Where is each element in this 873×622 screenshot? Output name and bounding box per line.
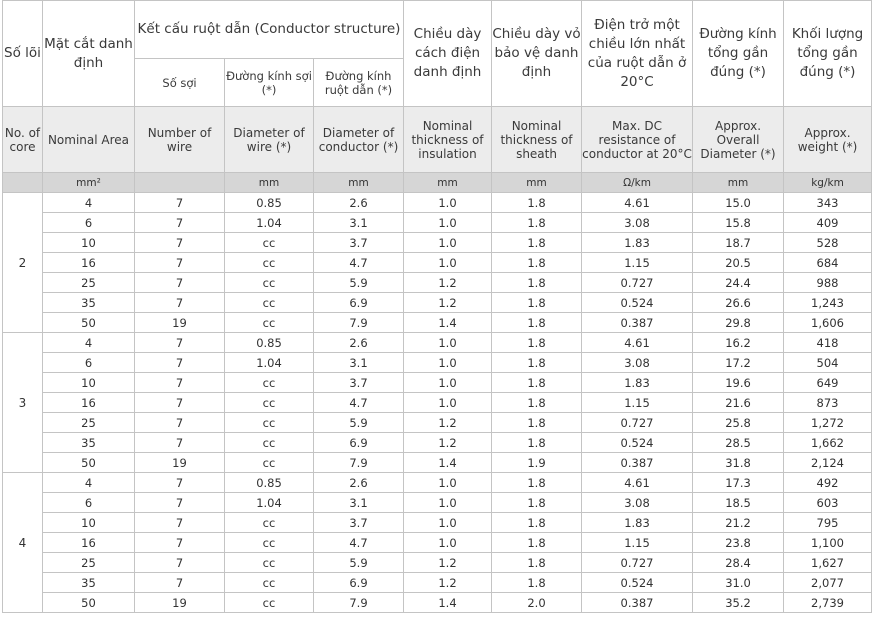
cell-wire-dia: cc xyxy=(225,393,314,413)
cell-conductor-dia: 2.6 xyxy=(314,193,404,213)
cell-sheath: 1.8 xyxy=(492,253,582,273)
cell-wire-count: 7 xyxy=(135,353,225,373)
cell-insulation: 1.0 xyxy=(404,373,492,393)
table-row xyxy=(3,593,872,613)
unit-overall: mm xyxy=(693,173,784,193)
header-duong-kinh-ruot: Đường kính ruột dẫn (*) xyxy=(314,59,404,107)
cell-area: 25 xyxy=(43,553,135,573)
cell-wire-dia: cc xyxy=(225,553,314,573)
cell-weight: 795 xyxy=(784,513,872,533)
cell-wire-dia: cc xyxy=(225,313,314,333)
cell-wire-dia: 0.85 xyxy=(225,333,314,353)
cell-wire-count: 7 xyxy=(135,533,225,553)
cell-wire-dia: cc xyxy=(225,413,314,433)
cell-area: 6 xyxy=(43,213,135,233)
table-row xyxy=(3,373,872,393)
cell-area: 4 xyxy=(43,473,135,493)
cell-sheath: 1.8 xyxy=(492,493,582,513)
cell-wire-count: 7 xyxy=(135,393,225,413)
cell-overall-dia: 19.6 xyxy=(693,373,784,393)
cell-area: 25 xyxy=(43,273,135,293)
cell-conductor-dia: 3.7 xyxy=(314,373,404,393)
header-mat-cat: Mặt cắt danh định xyxy=(43,1,135,107)
header-dia-conductor: Diameter of conductor (*) xyxy=(314,107,404,173)
header-dia-wire: Diameter of wire (*) xyxy=(225,107,314,173)
cell-wire-dia: cc xyxy=(225,273,314,293)
cell-wire-count: 7 xyxy=(135,553,225,573)
header-no-core: No. of core xyxy=(3,107,43,173)
cell-area: 35 xyxy=(43,573,135,593)
cell-resistance: 0.387 xyxy=(582,453,693,473)
cell-sheath: 1.8 xyxy=(492,353,582,373)
cell-conductor-dia: 7.9 xyxy=(314,313,404,333)
cell-resistance: 0.727 xyxy=(582,273,693,293)
table-row xyxy=(3,533,872,553)
header-dien-tro: Điện trở một chiều lớn nhất của ruột dẫn ở 20°C xyxy=(582,1,693,107)
cell-wire-dia: cc xyxy=(225,593,314,613)
cell-insulation: 1.0 xyxy=(404,393,492,413)
cell-conductor-dia: 7.9 xyxy=(314,593,404,613)
cell-conductor-dia: 2.6 xyxy=(314,333,404,353)
cell-weight: 343 xyxy=(784,193,872,213)
cell-insulation: 1.0 xyxy=(404,493,492,513)
cell-conductor-dia: 5.9 xyxy=(314,273,404,293)
cell-overall-dia: 35.2 xyxy=(693,593,784,613)
header-max-dc: Max. DC resistance of conductor at 20°C xyxy=(582,107,693,173)
cell-weight: 1,100 xyxy=(784,533,872,553)
cell-area: 16 xyxy=(43,533,135,553)
table-row xyxy=(3,513,872,533)
cell-overall-dia: 29.8 xyxy=(693,313,784,333)
cell-wire-dia: cc xyxy=(225,573,314,593)
cell-wire-count: 7 xyxy=(135,433,225,453)
cell-overall-dia: 26.6 xyxy=(693,293,784,313)
cell-insulation: 1.4 xyxy=(404,593,492,613)
cell-area: 16 xyxy=(43,253,135,273)
cell-resistance: 0.387 xyxy=(582,313,693,333)
cell-wire-dia: cc xyxy=(225,233,314,253)
cell-weight: 603 xyxy=(784,493,872,513)
cell-insulation: 1.2 xyxy=(404,433,492,453)
unit-insulation: mm xyxy=(404,173,492,193)
cell-wire-dia: cc xyxy=(225,453,314,473)
header-overall-dia: Approx. Overall Diameter (*) xyxy=(693,107,784,173)
table-row xyxy=(3,273,872,293)
cell-overall-dia: 28.4 xyxy=(693,553,784,573)
table-row xyxy=(3,193,872,213)
cell-overall-dia: 23.8 xyxy=(693,533,784,553)
cell-weight: 2,124 xyxy=(784,453,872,473)
table-row xyxy=(3,413,872,433)
unit-sheath: mm xyxy=(492,173,582,193)
cell-wire-dia: 1.04 xyxy=(225,493,314,513)
cell-insulation: 1.0 xyxy=(404,193,492,213)
cell-wire-count: 7 xyxy=(135,273,225,293)
header-chieu-day-cach-dien: Chiều dày cách điện danh định xyxy=(404,1,492,107)
cell-wire-count: 7 xyxy=(135,573,225,593)
cell-weight: 1,662 xyxy=(784,433,872,453)
cell-wire-count: 7 xyxy=(135,513,225,533)
cell-area: 50 xyxy=(43,313,135,333)
table-row xyxy=(3,573,872,593)
cell-sheath: 1.8 xyxy=(492,193,582,213)
header-ket-cau: Kết cấu ruột dẫn (Conductor structure) xyxy=(135,1,404,59)
cell-resistance: 1.83 xyxy=(582,513,693,533)
cell-sheath: 1.8 xyxy=(492,233,582,253)
table-row xyxy=(3,233,872,253)
cell-wire-dia: 0.85 xyxy=(225,473,314,493)
cell-conductor-dia: 3.1 xyxy=(314,493,404,513)
table-row xyxy=(3,313,872,333)
cell-conductor-dia: 6.9 xyxy=(314,293,404,313)
cell-wire-count: 7 xyxy=(135,493,225,513)
cell-sheath: 2.0 xyxy=(492,593,582,613)
table-row xyxy=(3,213,872,233)
cell-area: 35 xyxy=(43,293,135,313)
cell-weight: 2,077 xyxy=(784,573,872,593)
cell-overall-dia: 31.8 xyxy=(693,453,784,473)
cell-wire-dia: 0.85 xyxy=(225,193,314,213)
cell-wire-dia: 1.04 xyxy=(225,353,314,373)
cell-resistance: 4.61 xyxy=(582,193,693,213)
cell-conductor-dia: 3.7 xyxy=(314,513,404,533)
cell-insulation: 1.0 xyxy=(404,253,492,273)
cell-resistance: 3.08 xyxy=(582,493,693,513)
table-row xyxy=(3,353,872,373)
table-row xyxy=(3,453,872,473)
cell-resistance: 0.727 xyxy=(582,413,693,433)
unit-resistance: Ω/km xyxy=(582,173,693,193)
cell-sheath: 1.8 xyxy=(492,293,582,313)
cell-wire-count: 7 xyxy=(135,333,225,353)
cell-area: 6 xyxy=(43,493,135,513)
cell-overall-dia: 21.2 xyxy=(693,513,784,533)
cell-area: 10 xyxy=(43,513,135,533)
cell-area: 50 xyxy=(43,453,135,473)
header-duong-kinh-tong: Đường kính tổng gần đúng (*) xyxy=(693,1,784,107)
table-row xyxy=(3,473,872,493)
cell-insulation: 1.2 xyxy=(404,553,492,573)
cell-overall-dia: 17.3 xyxy=(693,473,784,493)
cell-sheath: 1.8 xyxy=(492,393,582,413)
cell-insulation: 1.4 xyxy=(404,453,492,473)
cell-overall-dia: 18.7 xyxy=(693,233,784,253)
cell-core: 4 xyxy=(3,473,43,613)
header-thk-insulation: Nominal thickness of insulation xyxy=(404,107,492,173)
cell-overall-dia: 15.8 xyxy=(693,213,784,233)
cell-insulation: 1.0 xyxy=(404,333,492,353)
cell-weight: 492 xyxy=(784,473,872,493)
cell-conductor-dia: 4.7 xyxy=(314,533,404,553)
cell-conductor-dia: 3.1 xyxy=(314,213,404,233)
cell-wire-dia: cc xyxy=(225,433,314,453)
cell-sheath: 1.8 xyxy=(492,473,582,493)
unit-dia-conductor: mm xyxy=(314,173,404,193)
cell-core: 2 xyxy=(3,193,43,333)
unit-core xyxy=(3,173,43,193)
cell-conductor-dia: 3.1 xyxy=(314,353,404,373)
cell-overall-dia: 25.8 xyxy=(693,413,784,433)
cell-weight: 418 xyxy=(784,333,872,353)
cell-wire-count: 7 xyxy=(135,473,225,493)
cell-overall-dia: 15.0 xyxy=(693,193,784,213)
cell-overall-dia: 20.5 xyxy=(693,253,784,273)
cell-insulation: 1.2 xyxy=(404,413,492,433)
cell-resistance: 3.08 xyxy=(582,213,693,233)
cell-weight: 1,627 xyxy=(784,553,872,573)
cell-insulation: 1.0 xyxy=(404,353,492,373)
cell-resistance: 1.83 xyxy=(582,373,693,393)
cell-wire-count: 19 xyxy=(135,453,225,473)
cell-sheath: 1.8 xyxy=(492,213,582,233)
header-duong-kinh-soi: Đường kính sợi (*) xyxy=(225,59,314,107)
cell-resistance: 0.524 xyxy=(582,433,693,453)
cell-conductor-dia: 2.6 xyxy=(314,473,404,493)
cell-resistance: 0.524 xyxy=(582,573,693,593)
cell-insulation: 1.0 xyxy=(404,533,492,553)
cell-area: 4 xyxy=(43,333,135,353)
cell-conductor-dia: 7.9 xyxy=(314,453,404,473)
cell-wire-count: 7 xyxy=(135,293,225,313)
cell-weight: 1,606 xyxy=(784,313,872,333)
cell-resistance: 1.15 xyxy=(582,393,693,413)
header-so-soi: Số sợi xyxy=(135,59,225,107)
cell-overall-dia: 16.2 xyxy=(693,333,784,353)
header-nominal-area: Nominal Area xyxy=(43,107,135,173)
cell-wire-count: 7 xyxy=(135,253,225,273)
cell-area: 4 xyxy=(43,193,135,213)
cell-wire-dia: cc xyxy=(225,533,314,553)
cell-resistance: 4.61 xyxy=(582,333,693,353)
cell-sheath: 1.8 xyxy=(492,313,582,333)
cell-sheath: 1.8 xyxy=(492,433,582,453)
cell-area: 10 xyxy=(43,233,135,253)
cell-wire-dia: cc xyxy=(225,373,314,393)
unit-area: mm² xyxy=(43,173,135,193)
table-row xyxy=(3,433,872,453)
cell-area: 6 xyxy=(43,353,135,373)
cell-wire-count: 7 xyxy=(135,193,225,213)
header-thk-sheath: Nominal thickness of sheath xyxy=(492,107,582,173)
header-weight: Approx. weight (*) xyxy=(784,107,872,173)
cell-weight: 1,272 xyxy=(784,413,872,433)
cell-conductor-dia: 6.9 xyxy=(314,433,404,453)
cell-sheath: 1.8 xyxy=(492,413,582,433)
cell-wire-count: 19 xyxy=(135,593,225,613)
cell-sheath: 1.8 xyxy=(492,573,582,593)
cell-wire-count: 7 xyxy=(135,373,225,393)
cell-area: 16 xyxy=(43,393,135,413)
cell-conductor-dia: 5.9 xyxy=(314,553,404,573)
cell-conductor-dia: 4.7 xyxy=(314,253,404,273)
cell-wire-count: 7 xyxy=(135,213,225,233)
cell-sheath: 1.8 xyxy=(492,513,582,533)
table-row xyxy=(3,293,872,313)
table-row xyxy=(3,493,872,513)
unit-wire xyxy=(135,173,225,193)
cell-overall-dia: 21.6 xyxy=(693,393,784,413)
header-chieu-day-vo: Chiều dày vỏ bảo vệ danh định xyxy=(492,1,582,107)
cell-weight: 409 xyxy=(784,213,872,233)
cell-conductor-dia: 3.7 xyxy=(314,233,404,253)
table-body xyxy=(3,193,872,613)
cell-overall-dia: 18.5 xyxy=(693,493,784,513)
cell-wire-dia: cc xyxy=(225,253,314,273)
cell-wire-dia: cc xyxy=(225,513,314,533)
cell-weight: 988 xyxy=(784,273,872,293)
cell-resistance: 1.83 xyxy=(582,233,693,253)
cell-wire-dia: cc xyxy=(225,293,314,313)
cell-insulation: 1.0 xyxy=(404,473,492,493)
cell-insulation: 1.4 xyxy=(404,313,492,333)
cell-weight: 1,243 xyxy=(784,293,872,313)
cell-insulation: 1.0 xyxy=(404,233,492,253)
unit-weight: kg/km xyxy=(784,173,872,193)
cell-wire-count: 7 xyxy=(135,233,225,253)
cell-resistance: 1.15 xyxy=(582,533,693,553)
cell-resistance: 3.08 xyxy=(582,353,693,373)
cell-conductor-dia: 4.7 xyxy=(314,393,404,413)
header-so-loi: Số lõi xyxy=(3,1,43,107)
cell-weight: 528 xyxy=(784,233,872,253)
cell-weight: 684 xyxy=(784,253,872,273)
cell-sheath: 1.8 xyxy=(492,373,582,393)
cell-resistance: 0.727 xyxy=(582,553,693,573)
cell-resistance: 0.387 xyxy=(582,593,693,613)
cell-core: 3 xyxy=(3,333,43,473)
cell-wire-count: 7 xyxy=(135,413,225,433)
cell-insulation: 1.2 xyxy=(404,573,492,593)
table-row xyxy=(3,253,872,273)
header-number-wire: Number of wire xyxy=(135,107,225,173)
cell-weight: 2,739 xyxy=(784,593,872,613)
cell-resistance: 1.15 xyxy=(582,253,693,273)
cell-sheath: 1.8 xyxy=(492,273,582,293)
cell-overall-dia: 31.0 xyxy=(693,573,784,593)
cell-overall-dia: 24.4 xyxy=(693,273,784,293)
cell-insulation: 1.0 xyxy=(404,213,492,233)
cell-insulation: 1.2 xyxy=(404,273,492,293)
unit-dia-wire: mm xyxy=(225,173,314,193)
cell-weight: 649 xyxy=(784,373,872,393)
cell-resistance: 0.524 xyxy=(582,293,693,313)
cell-resistance: 4.61 xyxy=(582,473,693,493)
cell-sheath: 1.8 xyxy=(492,533,582,553)
cell-weight: 504 xyxy=(784,353,872,373)
cell-wire-count: 19 xyxy=(135,313,225,333)
cell-conductor-dia: 5.9 xyxy=(314,413,404,433)
cell-insulation: 1.2 xyxy=(404,293,492,313)
cell-sheath: 1.9 xyxy=(492,453,582,473)
cell-sheath: 1.8 xyxy=(492,553,582,573)
cable-spec-table xyxy=(2,0,872,613)
header-khoi-luong: Khối lượng tổng gần đúng (*) xyxy=(784,1,872,107)
cell-area: 10 xyxy=(43,373,135,393)
cell-overall-dia: 28.5 xyxy=(693,433,784,453)
cell-area: 35 xyxy=(43,433,135,453)
cell-area: 25 xyxy=(43,413,135,433)
cell-wire-dia: 1.04 xyxy=(225,213,314,233)
table-row xyxy=(3,393,872,413)
table-row xyxy=(3,333,872,353)
cell-insulation: 1.0 xyxy=(404,513,492,533)
cell-sheath: 1.8 xyxy=(492,333,582,353)
cell-conductor-dia: 6.9 xyxy=(314,573,404,593)
cell-overall-dia: 17.2 xyxy=(693,353,784,373)
cell-weight: 873 xyxy=(784,393,872,413)
table-row xyxy=(3,553,872,573)
cell-area: 50 xyxy=(43,593,135,613)
